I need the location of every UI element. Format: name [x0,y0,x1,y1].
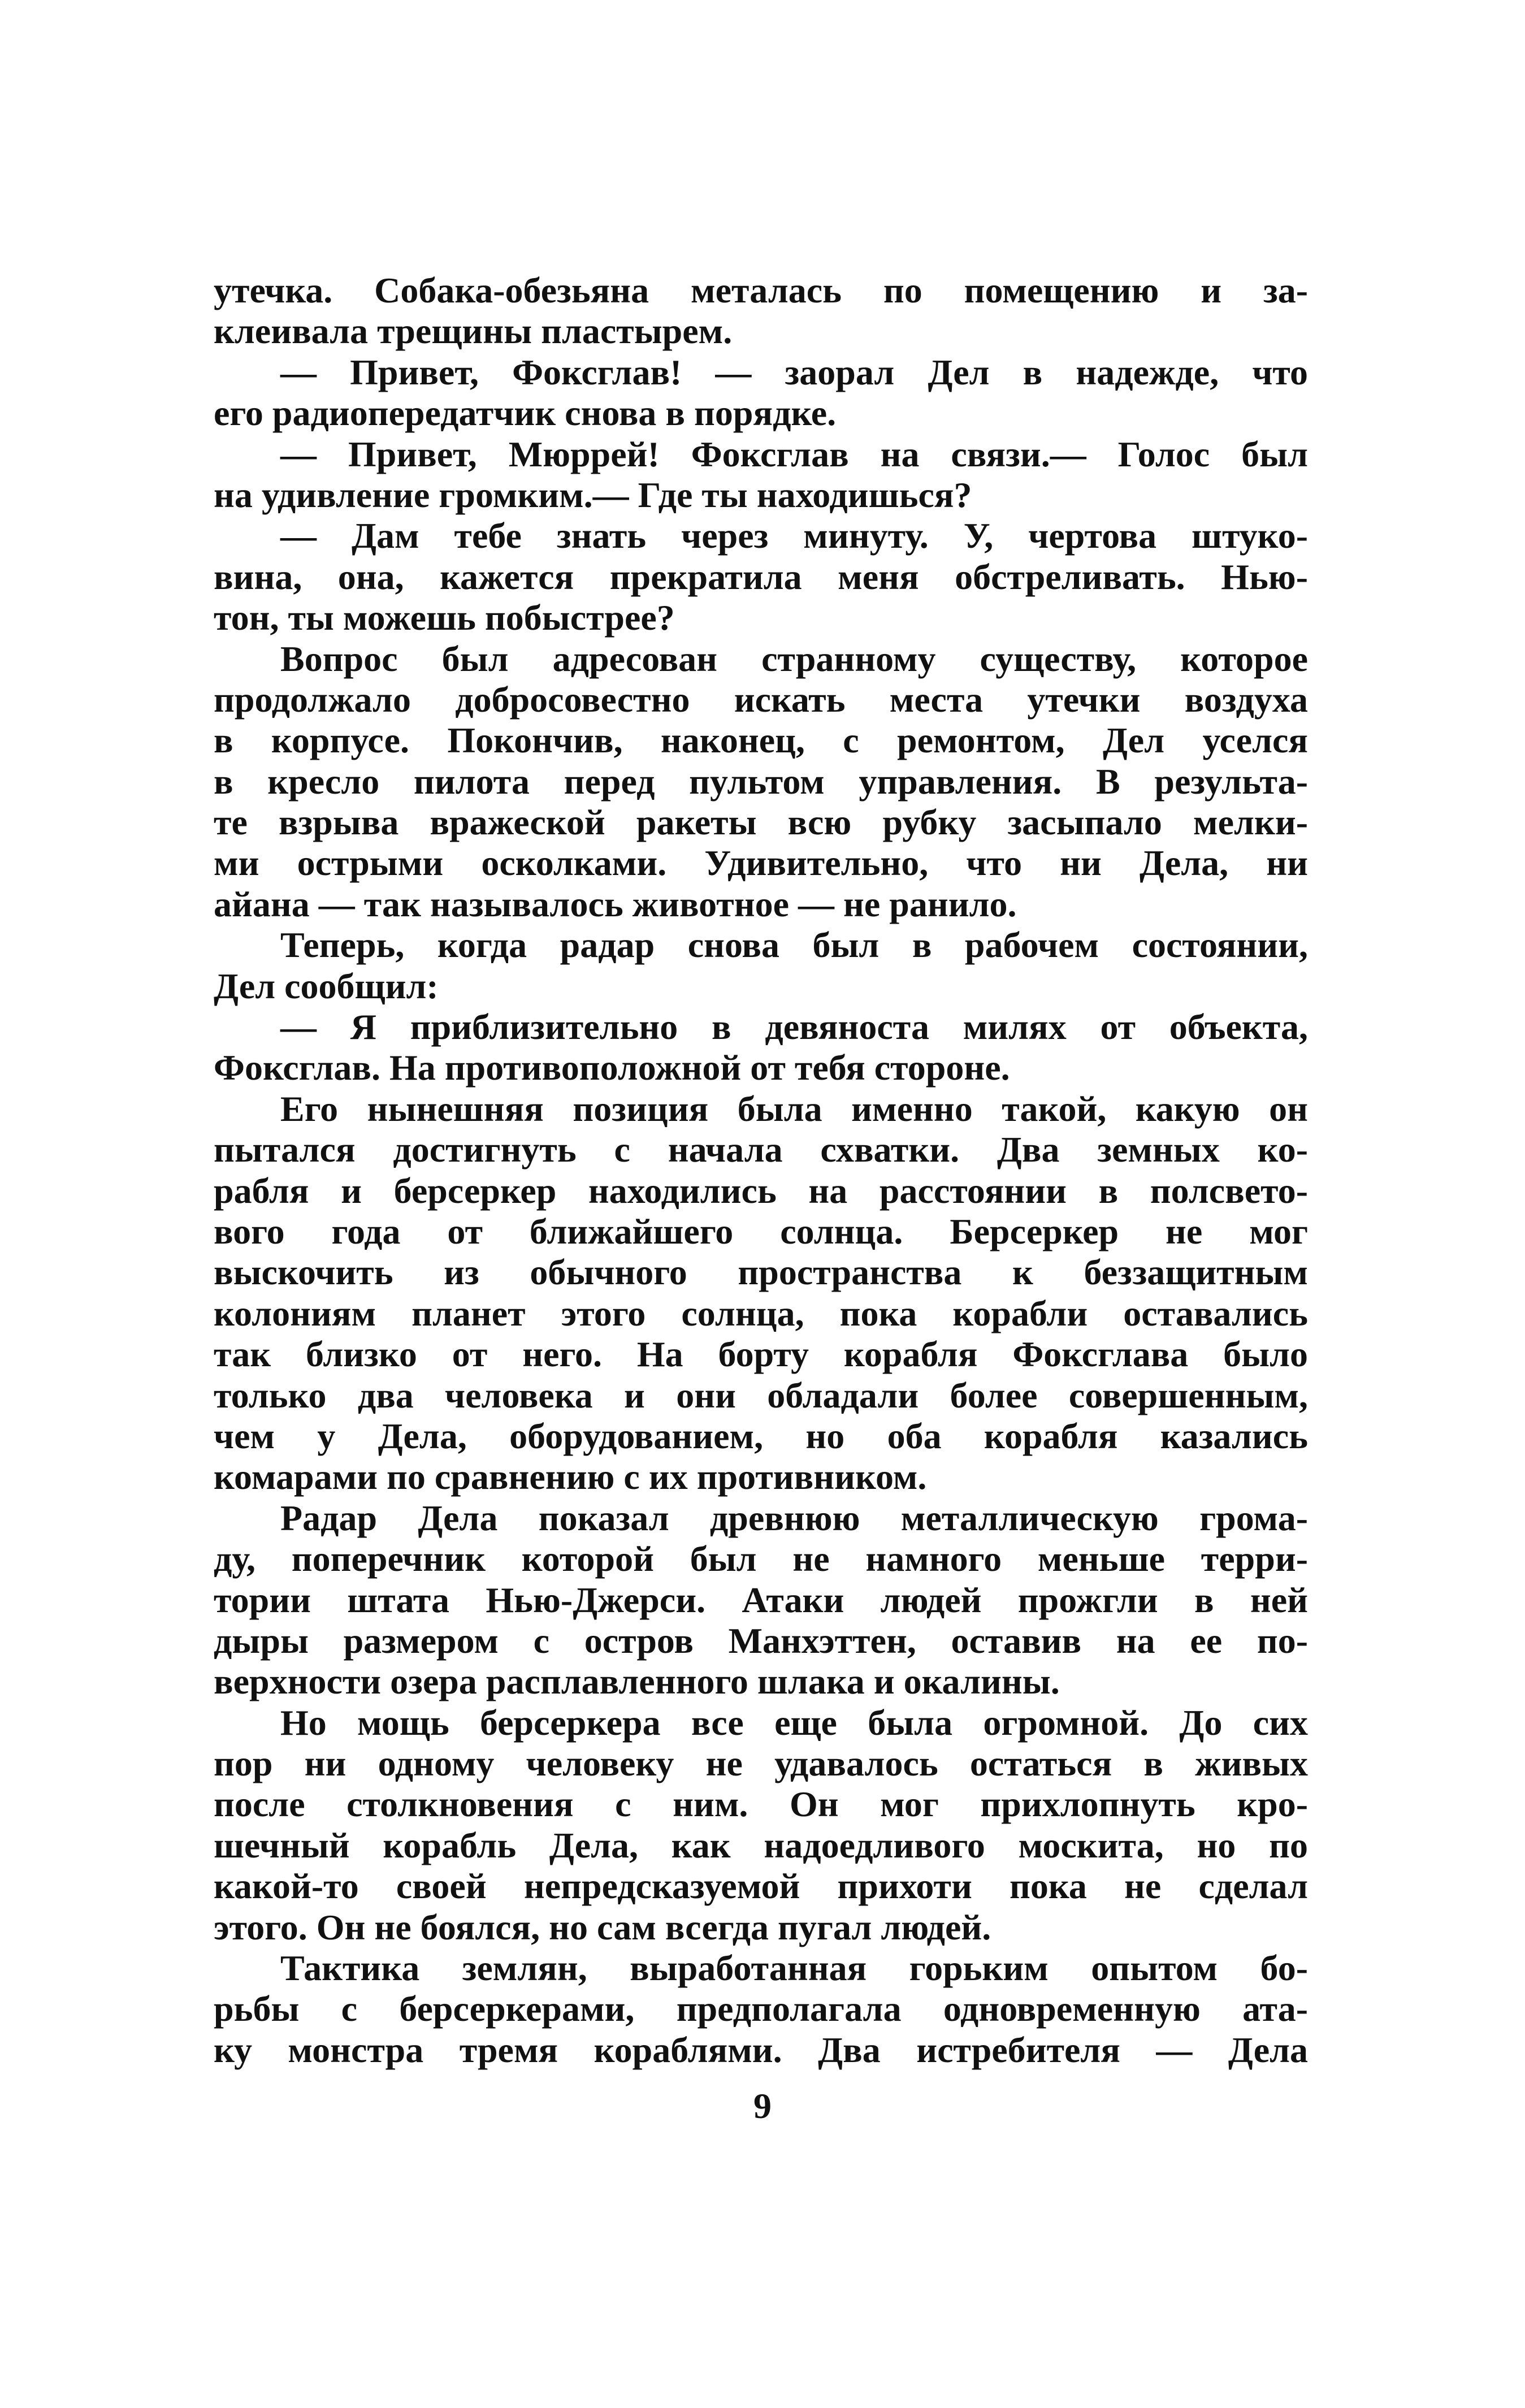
text-line: Вопрос был адресован странному существу, которое [280,638,1308,679]
text-line: верхности озера расплавленного шлака и окалины. [214,1661,1060,1702]
text-line: только два человека и они обладали более совершенным, [214,1375,1308,1415]
text-line: пытался достигнуть с начала схватки. Два земных ко- [214,1129,1308,1170]
text-line: вого года от ближайшего солнца. Берсеркер не мог [214,1211,1308,1251]
text-line: Радар Дела показал древнюю металлическую грома- [280,1497,1308,1538]
text-line: чем у Дела, оборудованием, но оба корабля казались [214,1415,1308,1456]
text-line: на удивление громким.— Где ты находишься? [214,474,972,515]
body-text [214,270,1308,2071]
text-line: вина, она, кажется прекратила меня обстреливать. Нью- [214,556,1308,597]
text-line: Дел сообщил: [214,965,439,1006]
text-line: Но мощь берсеркера все еще была огромной. До сих [280,1702,1308,1743]
text-line: — Я приблизительно в девяноста милях от объекта, [280,1007,1308,1047]
text-line: ми острыми осколками. Удивительно, что ни Дела, ни [214,843,1308,883]
text-line: в кресло пилота перед пультом управления. В результа- [214,761,1308,802]
text-line: колониям планет этого солнца, пока корабли оставались [214,1293,1308,1333]
text-line: — Привет, Мюррей! Фоксглав на связи.— Голос был [280,434,1308,474]
text-line: шечный корабль Дела, как надоедливого москита, но по [214,1825,1308,1865]
text-line: — Дам тебе знать через минуту. У, чертова штуко- [280,516,1308,556]
page-number: 9 [753,2086,772,2126]
text-line: те взрыва вражеской ракеты всю рубку засыпало мелки- [214,802,1308,843]
text-line: ду, поперечник которой был не намного меньше терри- [214,1539,1308,1579]
text-line: пор ни одному человеку не удавалось остаться в живых [214,1743,1308,1784]
text-line: тон, ты можешь побыстрее? [214,597,675,638]
text-line: в корпусе. Покончив, наконец, с ремонтом, Дел уселся [214,720,1308,761]
text-line: айана — так называлось животное — не ранило. [214,883,1017,924]
text-line: его радиопередатчик снова в порядке. [214,393,837,434]
text-line: утечка. Собака-обезьяна металась по помещению и за- [214,270,1308,310]
text-line: — Привет, Фоксглав! — заорал Дел в надежде, что [280,352,1308,392]
text-line: Теперь, когда радар снова был в рабочем состоянии, [280,925,1308,965]
text-line: рабля и берсеркер находились на расстоянии в полсвето- [214,1170,1308,1211]
text-line: Тактика землян, выработанная горьким опытом бо- [280,1948,1308,1989]
text-line: после столкновения с ним. Он мог прихлопнуть кро- [214,1784,1308,1825]
text-line: рьбы с берсеркерами, предполагала одновременную ата- [214,1989,1308,2029]
text-line: Его нынешняя позиция была именно такой, какую он [280,1088,1308,1129]
text-line: ку монстра тремя кораблями. Два истребителя — Дела [214,2029,1308,2070]
text-line: выскочить из обычного пространства к беззащитным [214,1252,1308,1293]
text-line: тории штата Нью-Джерси. Атаки людей прожгли в ней [214,1579,1308,1620]
text-line: дыры размером с остров Манхэттен, оставив на ее по- [214,1620,1308,1661]
text-line: этого. Он не боялся, но сам всегда пугал людей. [214,1907,991,1947]
text-line: какой-то своей непредсказуемой прихоти пока не сделал [214,1866,1308,1907]
text-line: Фоксглав. На противоположной от тебя стороне. [214,1047,1010,1088]
text-line: комарами по сравнению с их противником. [214,1457,927,1497]
text-line: клеивала трещины пластырем. [214,311,733,352]
text-line: продолжало добросовестно искать места утечки воздуха [214,679,1308,720]
text-line: так близко от него. На борту корабля Фоксглава было [214,1334,1308,1375]
